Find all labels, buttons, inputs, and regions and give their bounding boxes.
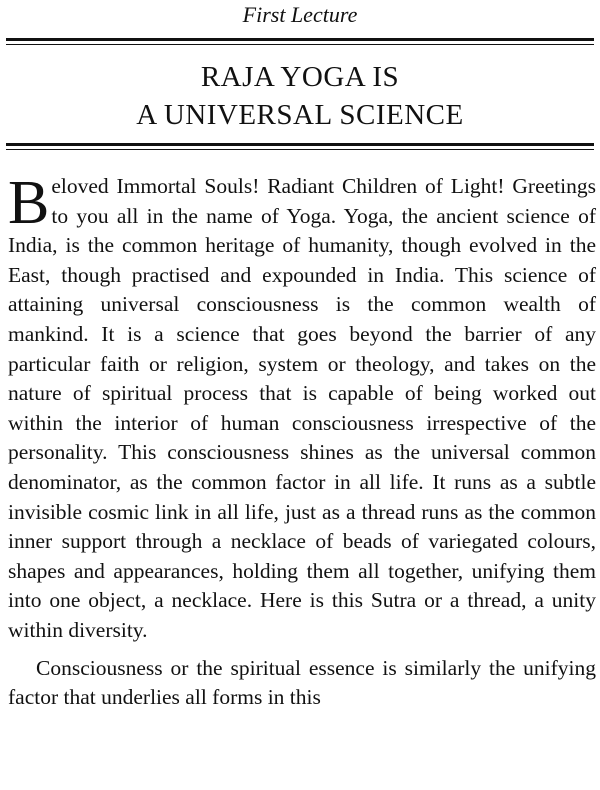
chapter-title-line-2: A UNIVERSAL SCIENCE [136, 99, 464, 131]
running-head: First Lecture [242, 2, 358, 27]
paragraph-2: Consciousness or the spiritual essence is similarly the unifying factor that underlies all forms in this [8, 655, 596, 710]
paragraph-1 [8, 169, 596, 646]
chapter-title [0, 58, 600, 134]
bottom-rule-thick [6, 143, 594, 146]
bottom-rule-thin [6, 149, 594, 150]
chapter-title-line-1: RAJA YOGA IS [200, 61, 400, 93]
top-rule-thin [6, 44, 594, 45]
body-text [8, 169, 596, 713]
top-rule-thick [6, 38, 594, 41]
drop-cap: B [8, 169, 50, 237]
paragraph-1-text: eloved Immortal Souls! Radiant Children of Light! Greetings to you all in the name of Yoga. Yoga, the ancient science of India, is the common heritage of humanity, though evolved in the East, though practised and expounded in India. This science of attaining universal consciousness is the common wealth of mankind. It is a science that goes beyond the barrier of any particular faith or religion, system or theology, and takes on the nature of spiritual process that is capable of being worked out within the interior of human consciousness irrespective of the personality. This consciousness shines as the universal common denominator, as the common factor in all life. It runs as a subtle invisible cosmic link in all life, just as a thread runs as the common inner support through a necklace of beads of variegated colours, shapes and appearances, holding them all together, unifying them into one object, a necklace. Here is this Sutra or a thread, a unity within diversity. [8, 174, 596, 642]
